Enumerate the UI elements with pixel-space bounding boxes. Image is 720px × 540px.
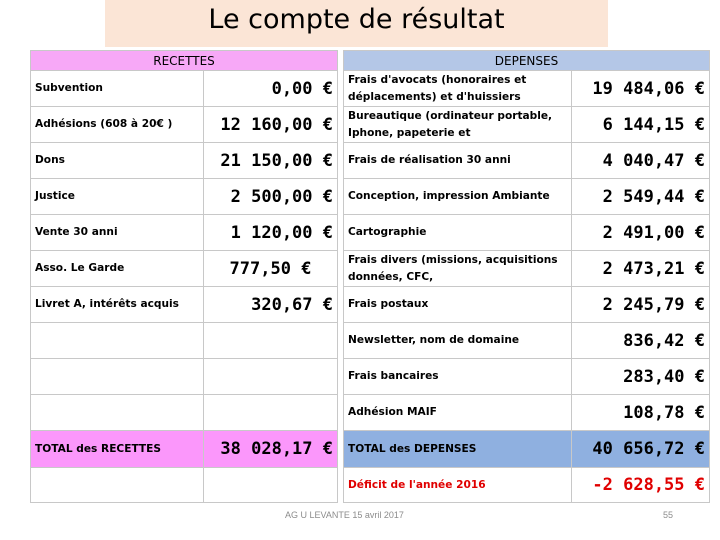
- depenses-label: Frais postaux: [344, 287, 572, 323]
- recettes-label: Livret A, intérêts acquis: [31, 287, 204, 323]
- recettes-empty-row: [31, 468, 338, 503]
- table-row: [31, 287, 338, 323]
- depenses-label: Adhésion MAIF: [344, 395, 572, 431]
- page-title: Le compte de résultat: [208, 4, 505, 35]
- recettes-total-value: 38 028,17 €: [204, 431, 338, 468]
- depenses-value: 283,40 €: [572, 359, 710, 395]
- table-row: [344, 215, 710, 251]
- recettes-label: [31, 395, 204, 431]
- recettes-total-row: [31, 431, 338, 468]
- depenses-value: 2 245,79 €: [572, 287, 710, 323]
- recettes-value: 777,50 €: [204, 251, 338, 287]
- recettes-label: Adhésions (608 à 20€ ): [31, 107, 204, 143]
- recettes-value: 2 500,00 €: [204, 179, 338, 215]
- table-row: [344, 107, 710, 143]
- table-row: [31, 359, 338, 395]
- recettes-table: [30, 50, 338, 503]
- recettes-value: 0,00 €: [204, 71, 338, 107]
- recettes-label: [31, 323, 204, 359]
- recettes-label: Dons: [31, 143, 204, 179]
- table-row: [344, 287, 710, 323]
- table-row: [344, 143, 710, 179]
- depenses-value: 836,42 €: [572, 323, 710, 359]
- depenses-table: [343, 50, 710, 503]
- recettes-label: Justice: [31, 179, 204, 215]
- depenses-value: 19 484,06 €: [572, 71, 710, 107]
- recettes-value: 1 120,00 €: [204, 215, 338, 251]
- recettes-value: 320,67 €: [204, 287, 338, 323]
- depenses-total-value: 40 656,72 €: [572, 431, 710, 468]
- depenses-label: Bureautique (ordinateur portable, Iphone, papeterie et: [344, 107, 572, 143]
- table-row: [344, 179, 710, 215]
- depenses-label: Frais bancaires: [344, 359, 572, 395]
- depenses-total-label: TOTAL des DEPENSES: [344, 431, 572, 468]
- deficit-label: Déficit de l'année 2016: [344, 468, 572, 503]
- deficit-value: -2 628,55 €: [572, 468, 710, 503]
- depenses-value: 2 549,44 €: [572, 179, 710, 215]
- recettes-header-row: [31, 51, 338, 71]
- depenses-header: DEPENSES: [344, 51, 710, 71]
- depenses-label: Newsletter, nom de domaine: [344, 323, 572, 359]
- depenses-value: 2 491,00 €: [572, 215, 710, 251]
- recettes-value: 21 150,00 €: [204, 143, 338, 179]
- recettes-label: Vente 30 anni: [31, 215, 204, 251]
- depenses-value: 108,78 €: [572, 395, 710, 431]
- recettes-value: 12 160,00 €: [204, 107, 338, 143]
- depenses-label: Cartographie: [344, 215, 572, 251]
- recettes-value: [204, 395, 338, 431]
- table-row: [344, 359, 710, 395]
- table-row: [344, 71, 710, 107]
- recettes-value: [204, 323, 338, 359]
- depenses-label: Frais divers (missions, acquisitions données, CFC,: [344, 251, 572, 287]
- recettes-total-label: TOTAL des RECETTES: [31, 431, 204, 468]
- recettes-label: Asso. Le Garde: [31, 251, 204, 287]
- depenses-value: 6 144,15 €: [572, 107, 710, 143]
- slide-footer: AG U LEVANTE 15 avril 2017: [285, 510, 404, 520]
- table-row: [31, 107, 338, 143]
- recettes-label: Subvention: [31, 71, 204, 107]
- depenses-label: Conception, impression Ambiante: [344, 179, 572, 215]
- depenses-value: 2 473,21 €: [572, 251, 710, 287]
- depenses-label: Frais d'avocats (honoraires et déplacements) et d'huissiers: [344, 71, 572, 107]
- recettes-value: [204, 359, 338, 395]
- empty-cell: [31, 468, 204, 503]
- depenses-value: 4 040,47 €: [572, 143, 710, 179]
- table-row: [344, 395, 710, 431]
- page-number: 55: [663, 510, 674, 520]
- table-row: [344, 323, 710, 359]
- table-row: [31, 179, 338, 215]
- table-row: [31, 395, 338, 431]
- table-row: [31, 323, 338, 359]
- table-row: [31, 251, 338, 287]
- depenses-header-row: [344, 51, 710, 71]
- recettes-label: [31, 359, 204, 395]
- table-row: [31, 143, 338, 179]
- empty-cell: [204, 468, 338, 503]
- depenses-label: Frais de réalisation 30 anni: [344, 143, 572, 179]
- table-row: [31, 215, 338, 251]
- title-banner: [105, 0, 608, 47]
- depenses-total-row: [344, 431, 710, 468]
- table-row: [31, 71, 338, 107]
- table-row: [344, 251, 710, 287]
- deficit-row: [344, 468, 710, 503]
- recettes-header: RECETTES: [31, 51, 338, 71]
